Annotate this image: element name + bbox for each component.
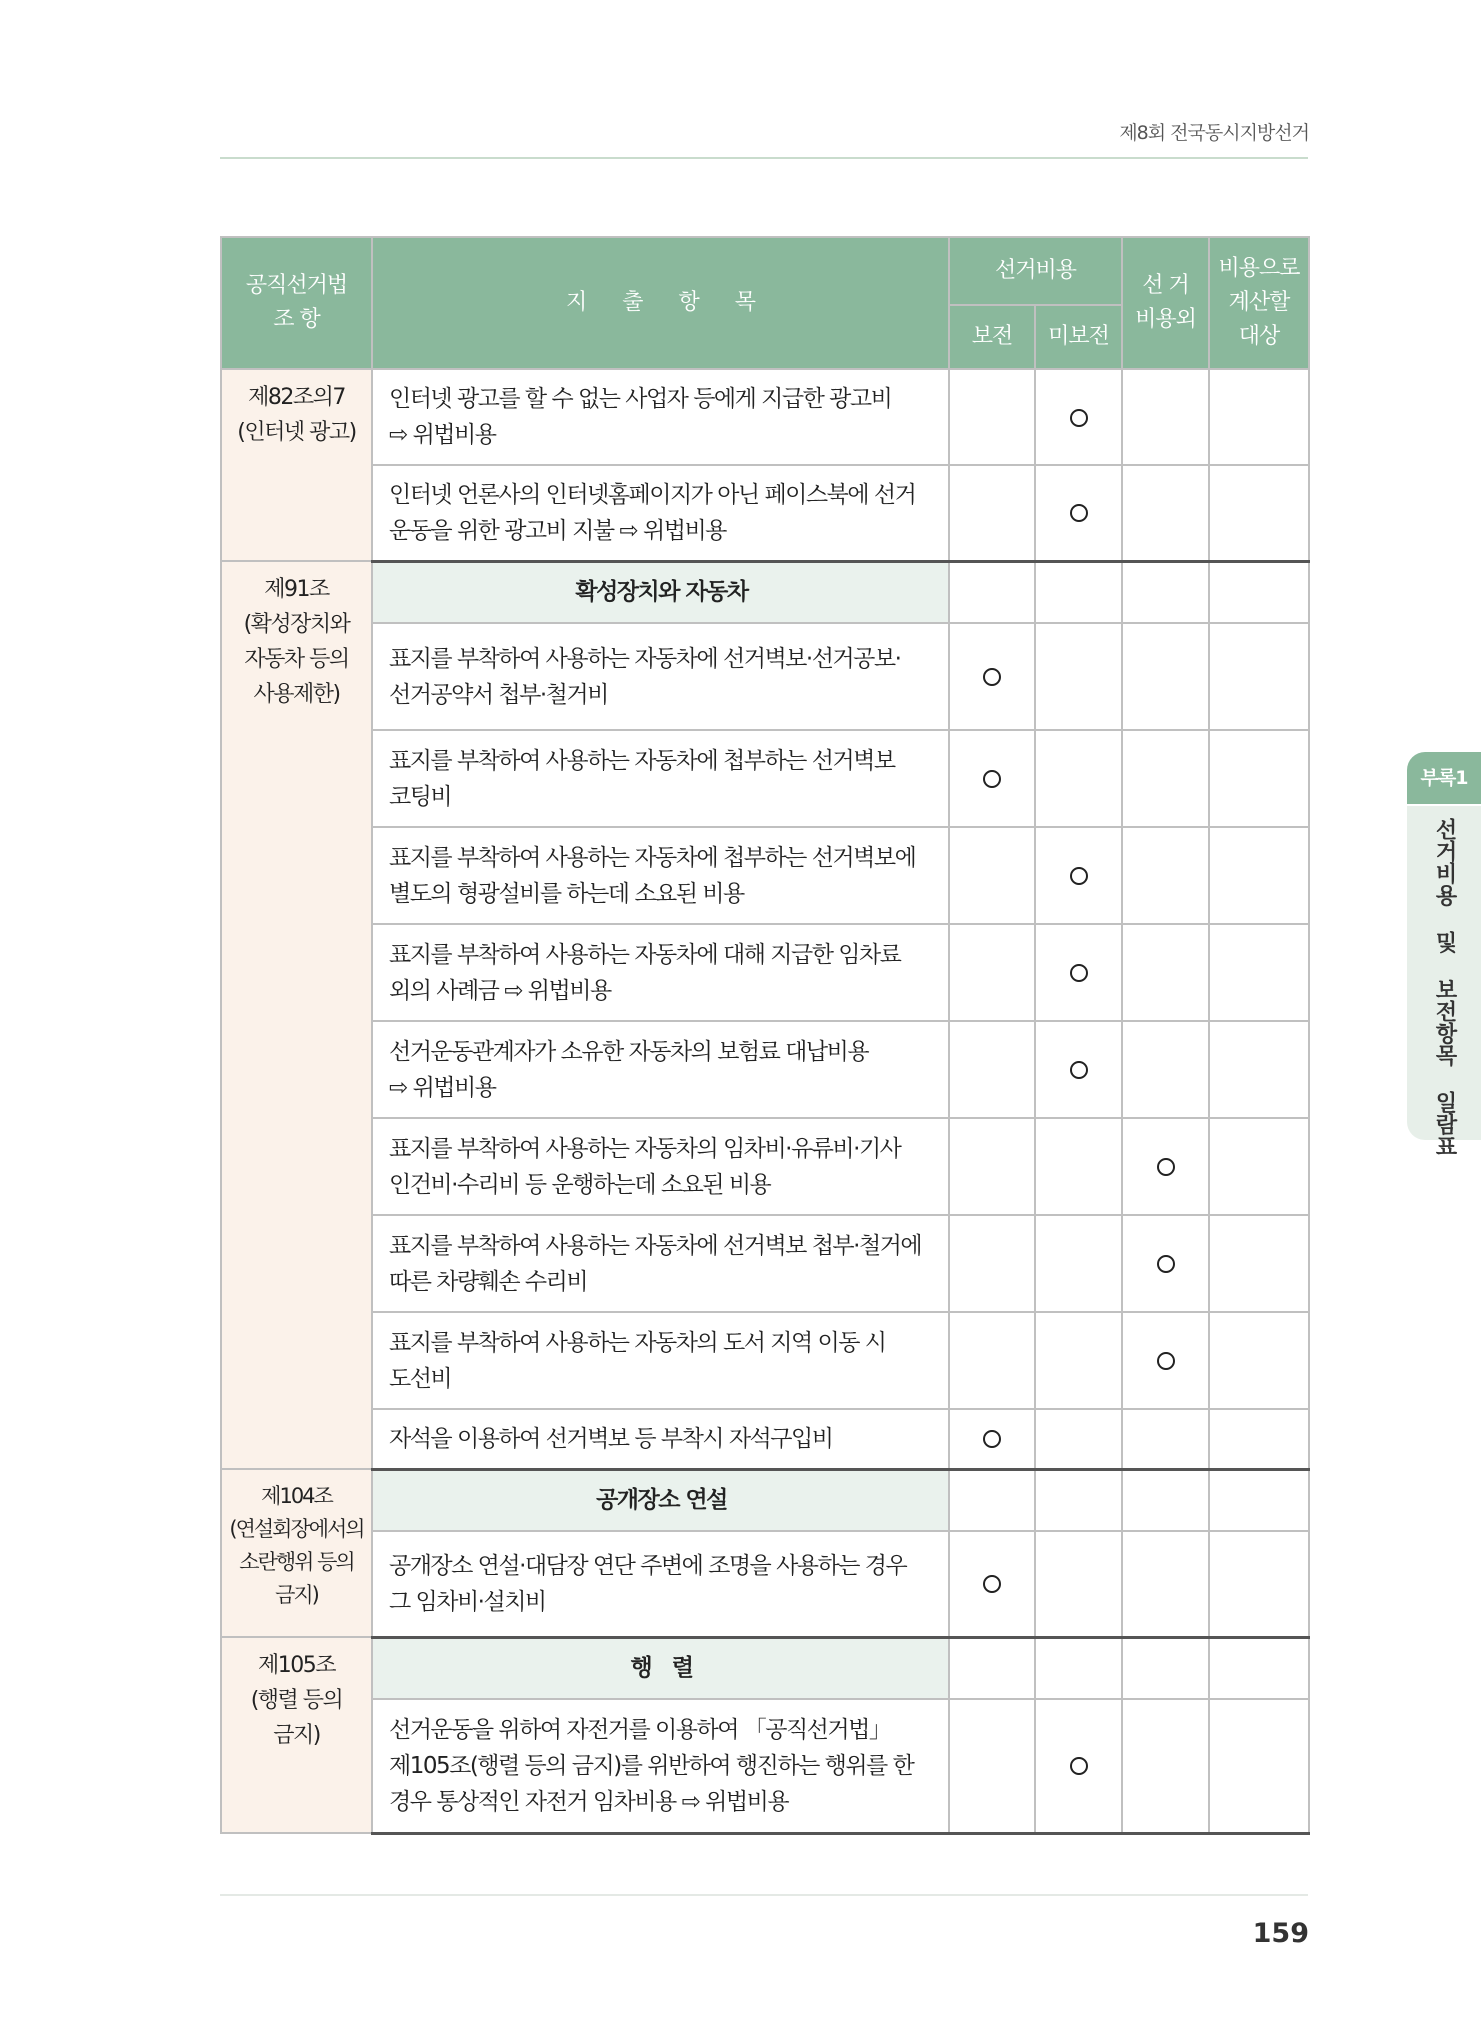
- section-heading: 행 렬: [372, 1637, 949, 1699]
- mark-reimbursed: [949, 1118, 1035, 1215]
- mark-non-election: [1122, 730, 1209, 827]
- circle-mark-icon: [1070, 504, 1088, 522]
- footer-rule: [220, 1894, 1308, 1896]
- mark-counted: [1209, 465, 1309, 561]
- mark-not-reimbursed: [1035, 1409, 1122, 1469]
- mark-not-reimbursed: [1035, 924, 1122, 1021]
- article-cell: 제104조 (연설회장에서의 소란행위 등의 금지): [221, 1469, 372, 1637]
- mark-counted: [1209, 1312, 1309, 1409]
- mark-counted: [1209, 369, 1309, 465]
- mark-non-election: [1122, 623, 1209, 730]
- expense-item: 인터넷 언론사의 인터넷홈페이지가 아닌 페이스북에 선거 운동을 위한 광고비 지불 ⇨ 위법비용: [372, 465, 949, 561]
- mark-reimbursed: [949, 1215, 1035, 1312]
- mark-non-election: [1122, 1699, 1209, 1833]
- header-article: 공직선거법 조 항: [221, 237, 372, 369]
- mark-counted: [1209, 623, 1309, 730]
- expense-item: 표지를 부착하여 사용하는 자동차에 대해 지급한 임차료 외의 사례금 ⇨ 위법비용: [372, 924, 949, 1021]
- mark-reimbursed: [949, 827, 1035, 924]
- mark-non-election: [1122, 1215, 1209, 1312]
- circle-mark-icon: [983, 1430, 1001, 1448]
- mark-not-reimbursed: [1035, 1699, 1122, 1833]
- mark-reimbursed: [949, 730, 1035, 827]
- mark-non-election: [1122, 369, 1209, 465]
- mark-not-reimbursed: [1035, 730, 1122, 827]
- mark-counted: [1209, 827, 1309, 924]
- header-reimbursed: 보전: [949, 305, 1035, 369]
- section-heading: 공개장소 연설: [372, 1469, 949, 1531]
- circle-mark-icon: [1070, 964, 1088, 982]
- expense-item: 표지를 부착하여 사용하는 자동차의 도서 지역 이동 시 도선비: [372, 1312, 949, 1409]
- mark-non-election: [1122, 1118, 1209, 1215]
- header-rule: [220, 157, 1308, 159]
- circle-mark-icon: [983, 770, 1001, 788]
- mark-reimbursed: [949, 465, 1035, 561]
- circle-mark-icon: [1070, 867, 1088, 885]
- mark-non-election: [1122, 1531, 1209, 1637]
- mark-not-reimbursed: [1035, 465, 1122, 561]
- expense-item: 선거운동을 위하여 자전거를 이용하여 「공직선거법」 제105조(행렬 등의 금지)를 위반하여 행진하는 행위를 한 경우 통상적인 자전거 임차비용 ⇨ 위법비용: [372, 1699, 949, 1833]
- circle-mark-icon: [1070, 1061, 1088, 1079]
- mark-non-election: [1122, 1312, 1209, 1409]
- mark-counted: [1209, 1215, 1309, 1312]
- article-cell: 제91조 (확성장치와 자동차 등의 사용제한): [221, 561, 372, 1469]
- circle-mark-icon: [1070, 1757, 1088, 1775]
- expense-item: 표지를 부착하여 사용하는 자동차에 첩부하는 선거벽보 코팅비: [372, 730, 949, 827]
- mark-reimbursed: [949, 623, 1035, 730]
- section-heading: 확성장치와 자동차: [372, 561, 949, 623]
- circle-mark-icon: [1157, 1352, 1175, 1370]
- header-not-reimbursed: 미보전: [1035, 305, 1122, 369]
- expense-item: 선거운동관계자가 소유한 자동차의 보험료 대납비용 ⇨ 위법비용: [372, 1021, 949, 1118]
- mark-reimbursed: [949, 1409, 1035, 1469]
- circle-mark-icon: [1157, 1255, 1175, 1273]
- mark-reimbursed: [949, 1531, 1035, 1637]
- mark-counted: [1209, 1021, 1309, 1118]
- header-non-election-cost: 선 거 비용외: [1122, 237, 1209, 369]
- mark-not-reimbursed: [1035, 827, 1122, 924]
- mark-non-election: [1122, 465, 1209, 561]
- mark-counted: [1209, 924, 1309, 1021]
- mark-not-reimbursed: [1035, 1215, 1122, 1312]
- expense-item: 표지를 부착하여 사용하는 자동차에 첩부하는 선거벽보에 별도의 형광설비를 하는데 소요된 비용: [372, 827, 949, 924]
- circle-mark-icon: [1070, 409, 1088, 427]
- mark-counted: [1209, 1409, 1309, 1469]
- mark-reimbursed: [949, 1312, 1035, 1409]
- header-election-cost: 선거비용: [949, 237, 1122, 305]
- expense-item: 인터넷 광고를 할 수 없는 사업자 등에게 지급한 광고비 ⇨ 위법비용: [372, 369, 949, 465]
- article-cell: 제82조의7 (인터넷 광고): [221, 369, 372, 561]
- mark-counted: [1209, 1118, 1309, 1215]
- mark-non-election: [1122, 827, 1209, 924]
- mark-not-reimbursed: [1035, 1531, 1122, 1637]
- expense-table: [220, 236, 1310, 1835]
- running-header: 제8회 전국동시지방선거: [1119, 122, 1309, 144]
- mark-non-election: [1122, 1021, 1209, 1118]
- header-item: 지 출 항 목: [372, 237, 949, 369]
- mark-counted: [1209, 730, 1309, 827]
- expense-item: 표지를 부착하여 사용하는 자동차에 선거벽보·선거공보· 선거공약서 첩부·철거비: [372, 623, 949, 730]
- mark-non-election: [1122, 1409, 1209, 1469]
- mark-reimbursed: [949, 1699, 1035, 1833]
- mark-not-reimbursed: [1035, 623, 1122, 730]
- mark-counted: [1209, 1531, 1309, 1637]
- expense-item: 표지를 부착하여 사용하는 자동차에 선거벽보 첩부·철거에 따른 차량훼손 수리비: [372, 1215, 949, 1312]
- mark-not-reimbursed: [1035, 1118, 1122, 1215]
- mark-reimbursed: [949, 924, 1035, 1021]
- mark-reimbursed: [949, 369, 1035, 465]
- expense-item: 표지를 부착하여 사용하는 자동차의 임차비·유류비·기사 인건비·수리비 등 운행하는데 소요된 비용: [372, 1118, 949, 1215]
- circle-mark-icon: [983, 668, 1001, 686]
- header-counted-as-cost: 비용으로 계산할 대상: [1209, 237, 1309, 369]
- mark-not-reimbursed: [1035, 1312, 1122, 1409]
- circle-mark-icon: [1157, 1158, 1175, 1176]
- mark-not-reimbursed: [1035, 369, 1122, 465]
- appendix-tab: 부록1: [1407, 752, 1481, 804]
- expense-item: 자석을 이용하여 선거벽보 등 부착시 자석구입비: [372, 1409, 949, 1469]
- mark-reimbursed: [949, 1021, 1035, 1118]
- mark-not-reimbursed: [1035, 1021, 1122, 1118]
- mark-non-election: [1122, 924, 1209, 1021]
- expense-item: 공개장소 연설·대담장 연단 주변에 조명을 사용하는 경우 그 임차비·설치비: [372, 1531, 949, 1637]
- page-number: 159: [1252, 1918, 1309, 1949]
- article-cell: 제105조 (행렬 등의 금지): [221, 1637, 372, 1833]
- mark-counted: [1209, 1699, 1309, 1833]
- appendix-tab-title: 선거비용 및 보전항목 일람표: [1432, 818, 1457, 1157]
- circle-mark-icon: [983, 1575, 1001, 1593]
